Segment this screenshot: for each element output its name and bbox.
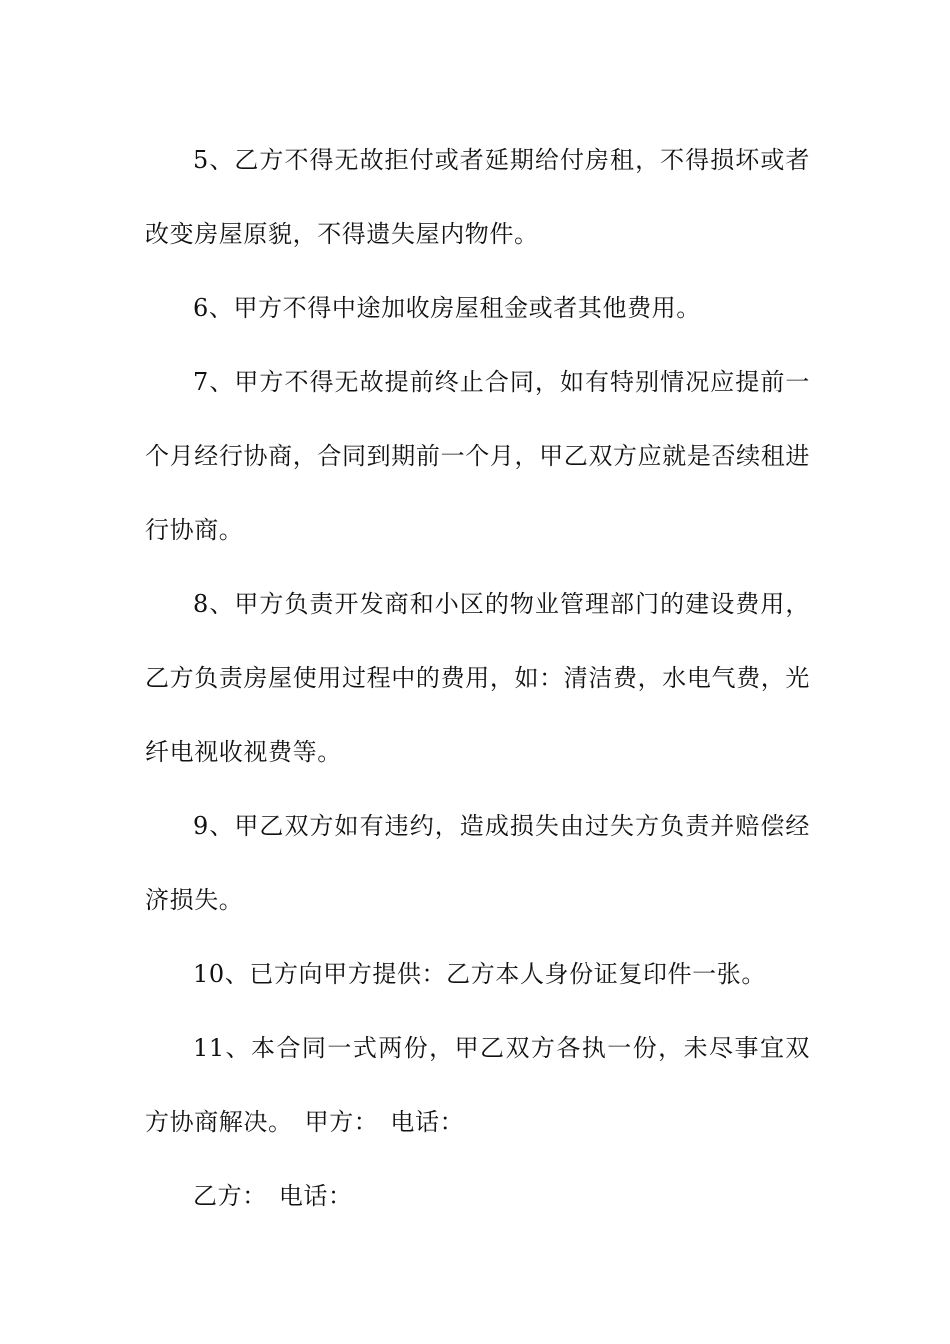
clause-7: 7、甲方不得无故提前终止合同，如有特别情况应提前一个月经行协商，合同到期前一个月，甲乙双方应就是否续租进行协商。 [145, 368, 810, 544]
party-b-label: 乙方： [193, 1182, 267, 1210]
clause-6: 6、甲方不得中途加收房屋租金或者其他费用。 [193, 294, 701, 322]
party-b-line [145, 1159, 810, 1233]
clause-10: 10、已方向甲方提供：乙方本人身份证复印件一张。 [193, 960, 766, 988]
clause-8: 8、甲方负责开发商和小区的物业管理部门的建设费用，乙方负责房屋使用过程中的费用，如：清洁费，水电气费，光纤电视收视费等。 [145, 590, 810, 766]
contract-body [145, 123, 810, 1233]
party-b-phone-label: 电话： [278, 1182, 353, 1210]
clause-5: 5、乙方不得无故拒付或者延期给付房租，不得损坏或者改变房屋原貌，不得遗失屋内物件。 [145, 146, 810, 248]
party-a-phone-label: 电话： [390, 1108, 465, 1136]
party-a-label: 甲方： [304, 1108, 379, 1136]
clause-9: 9、甲乙双方如有违约，造成损失由过失方负责并赔偿经济损失。 [145, 812, 810, 914]
clause-11 [145, 1011, 810, 1159]
clause-11-text: 11、本合同一式两份，甲乙双方各执一份，未尽事宜双方协商解决。 [145, 1034, 810, 1136]
